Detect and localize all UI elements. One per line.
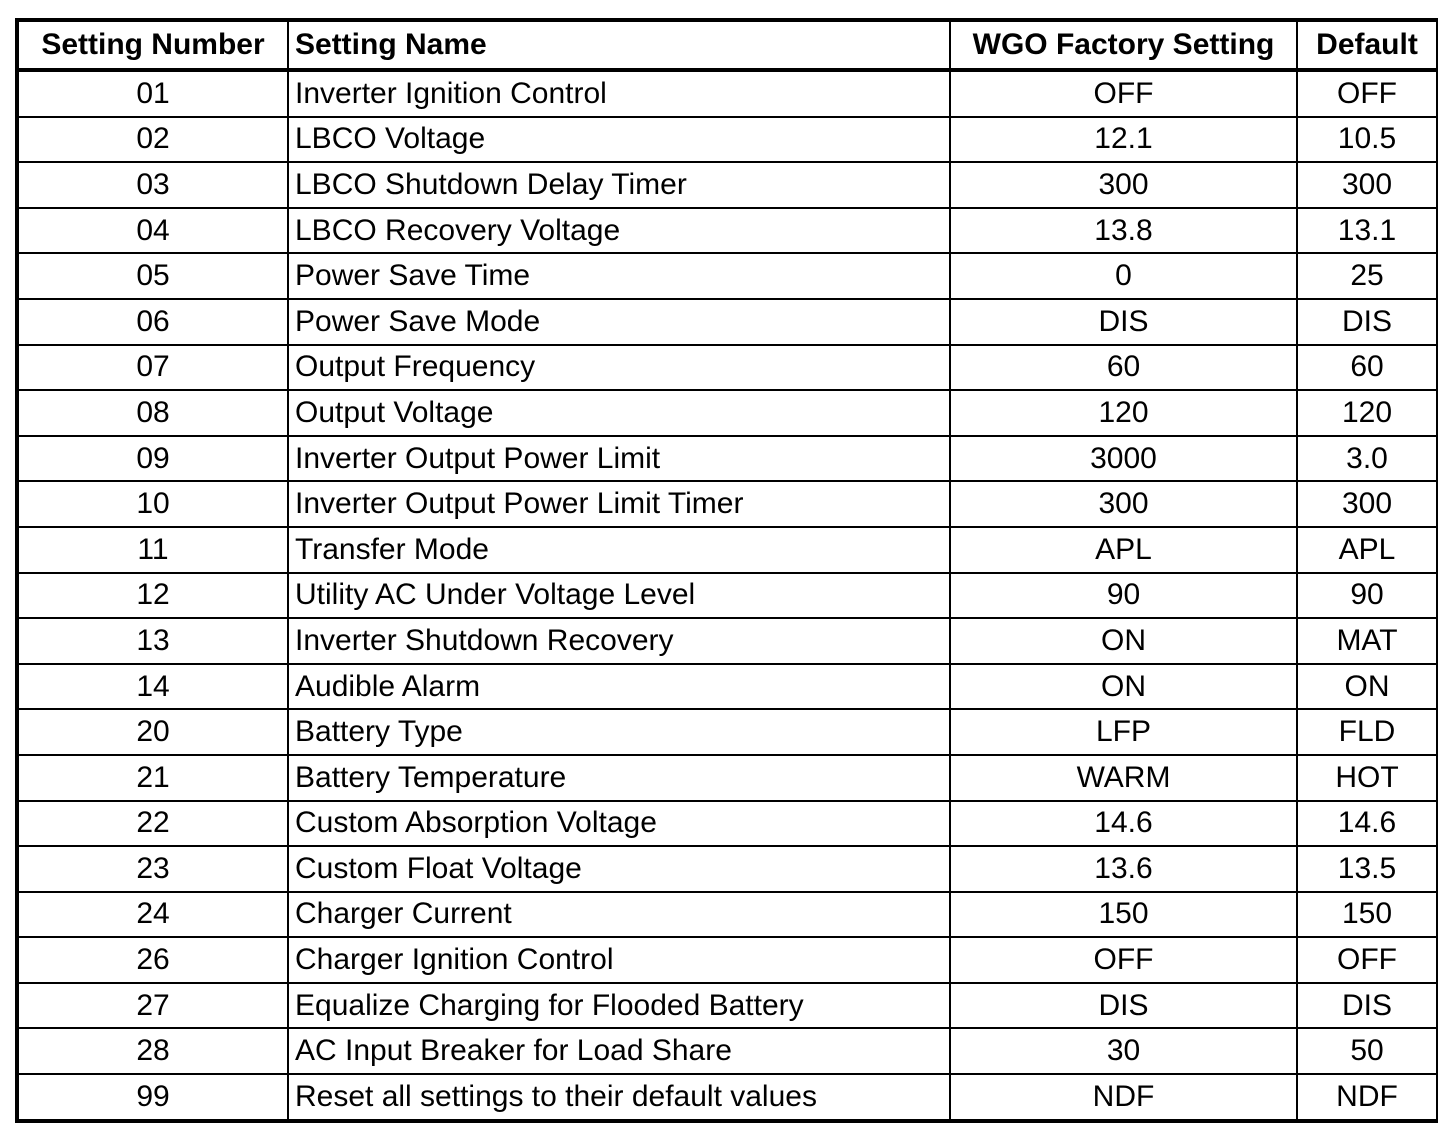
table-row [17,70,1438,117]
setting-number-cell: 99 [17,1074,288,1121]
wgo-factory-setting-cell: 90 [950,573,1297,619]
setting-number-cell: 23 [17,846,288,892]
default-value-cell: OFF [1297,937,1438,983]
default-value-cell: 13.1 [1297,208,1438,254]
setting-number-cell: 27 [17,983,288,1029]
setting-number-cell: 13 [17,618,288,664]
default-value-cell: 300 [1297,481,1438,527]
wgo-factory-setting-cell: 300 [950,481,1297,527]
setting-name-cell: Charger Ignition Control [288,937,950,983]
setting-number-cell: 11 [17,527,288,573]
wgo-factory-setting-cell: DIS [950,983,1297,1029]
table-row [17,573,1438,619]
wgo-factory-setting-cell: WARM [950,755,1297,801]
setting-name-cell: Inverter Ignition Control [288,70,950,117]
setting-number-cell: 05 [17,253,288,299]
setting-number-cell: 09 [17,436,288,482]
setting-number-cell: 24 [17,892,288,938]
setting-number-cell: 01 [17,70,288,117]
default-value-cell: NDF [1297,1074,1438,1121]
setting-name-cell: Transfer Mode [288,527,950,573]
setting-number-cell: 07 [17,345,288,391]
setting-number-cell: 22 [17,801,288,847]
table-row [17,664,1438,710]
header-wgo-factory-setting: WGO Factory Setting [950,20,1297,70]
table-row [17,1028,1438,1074]
wgo-factory-setting-cell: DIS [950,299,1297,345]
setting-number-cell: 10 [17,481,288,527]
setting-name-cell: Reset all settings to their default values [288,1074,950,1121]
wgo-factory-setting-cell: 13.6 [950,846,1297,892]
setting-number-cell: 04 [17,208,288,254]
header-default: Default [1297,20,1438,70]
default-value-cell: 25 [1297,253,1438,299]
wgo-factory-setting-cell: 300 [950,162,1297,208]
wgo-factory-setting-cell: 60 [950,345,1297,391]
default-value-cell: 3.0 [1297,436,1438,482]
setting-name-cell: Power Save Time [288,253,950,299]
setting-name-cell: Custom Float Voltage [288,846,950,892]
table-row [17,162,1438,208]
table-row [17,481,1438,527]
table-row [17,892,1438,938]
table-row [17,1074,1438,1121]
table-row [17,801,1438,847]
table-row [17,436,1438,482]
wgo-factory-setting-cell: 0 [950,253,1297,299]
header-setting-name: Setting Name [288,20,950,70]
setting-name-cell: Inverter Output Power Limit [288,436,950,482]
table-row [17,253,1438,299]
setting-name-cell: Battery Type [288,709,950,755]
setting-number-cell: 08 [17,390,288,436]
table-row [17,299,1438,345]
default-value-cell: 90 [1297,573,1438,619]
default-value-cell: 13.5 [1297,846,1438,892]
default-value-cell: 120 [1297,390,1438,436]
setting-number-cell: 28 [17,1028,288,1074]
setting-name-cell: LBCO Shutdown Delay Timer [288,162,950,208]
setting-name-cell: Utility AC Under Voltage Level [288,573,950,619]
wgo-factory-setting-cell: ON [950,618,1297,664]
setting-number-cell: 02 [17,117,288,163]
default-value-cell: DIS [1297,299,1438,345]
table-row [17,709,1438,755]
table-row [17,527,1438,573]
setting-name-cell: Power Save Mode [288,299,950,345]
setting-name-cell: Inverter Shutdown Recovery [288,618,950,664]
table-row [17,983,1438,1029]
default-value-cell: MAT [1297,618,1438,664]
table-row [17,937,1438,983]
table-row [17,618,1438,664]
setting-name-cell: Custom Absorption Voltage [288,801,950,847]
wgo-factory-setting-cell: 30 [950,1028,1297,1074]
default-value-cell: 14.6 [1297,801,1438,847]
wgo-factory-setting-cell: LFP [950,709,1297,755]
wgo-factory-setting-cell: 150 [950,892,1297,938]
default-value-cell: DIS [1297,983,1438,1029]
table-row [17,390,1438,436]
wgo-factory-setting-cell: 12.1 [950,117,1297,163]
setting-number-cell: 06 [17,299,288,345]
default-value-cell: HOT [1297,755,1438,801]
setting-name-cell: Equalize Charging for Flooded Battery [288,983,950,1029]
table-row [17,345,1438,391]
setting-number-cell: 21 [17,755,288,801]
table-row [17,208,1438,254]
setting-number-cell: 26 [17,937,288,983]
header-row [17,20,1438,70]
default-value-cell: APL [1297,527,1438,573]
setting-name-cell: Output Frequency [288,345,950,391]
setting-name-cell: Output Voltage [288,390,950,436]
setting-number-cell: 03 [17,162,288,208]
wgo-factory-setting-cell: NDF [950,1074,1297,1121]
wgo-factory-setting-cell: APL [950,527,1297,573]
wgo-factory-setting-cell: 13.8 [950,208,1297,254]
default-value-cell: 50 [1297,1028,1438,1074]
table-row [17,117,1438,163]
default-value-cell: 60 [1297,345,1438,391]
setting-name-cell: LBCO Recovery Voltage [288,208,950,254]
wgo-factory-setting-cell: 120 [950,390,1297,436]
wgo-factory-setting-cell: ON [950,664,1297,710]
settings-table [15,18,1438,1123]
setting-name-cell: Charger Current [288,892,950,938]
setting-number-cell: 12 [17,573,288,619]
setting-number-cell: 14 [17,664,288,710]
table-row [17,846,1438,892]
default-value-cell: 10.5 [1297,117,1438,163]
setting-name-cell: Battery Temperature [288,755,950,801]
header-setting-number: Setting Number [17,20,288,70]
default-value-cell: 150 [1297,892,1438,938]
setting-name-cell: Audible Alarm [288,664,950,710]
default-value-cell: OFF [1297,70,1438,117]
default-value-cell: FLD [1297,709,1438,755]
wgo-factory-setting-cell: OFF [950,70,1297,117]
setting-number-cell: 20 [17,709,288,755]
default-value-cell: 300 [1297,162,1438,208]
settings-table-container [15,18,1420,1123]
setting-name-cell: Inverter Output Power Limit Timer [288,481,950,527]
wgo-factory-setting-cell: 14.6 [950,801,1297,847]
setting-name-cell: AC Input Breaker for Load Share [288,1028,950,1074]
table-row [17,755,1438,801]
wgo-factory-setting-cell: OFF [950,937,1297,983]
wgo-factory-setting-cell: 3000 [950,436,1297,482]
default-value-cell: ON [1297,664,1438,710]
setting-name-cell: LBCO Voltage [288,117,950,163]
